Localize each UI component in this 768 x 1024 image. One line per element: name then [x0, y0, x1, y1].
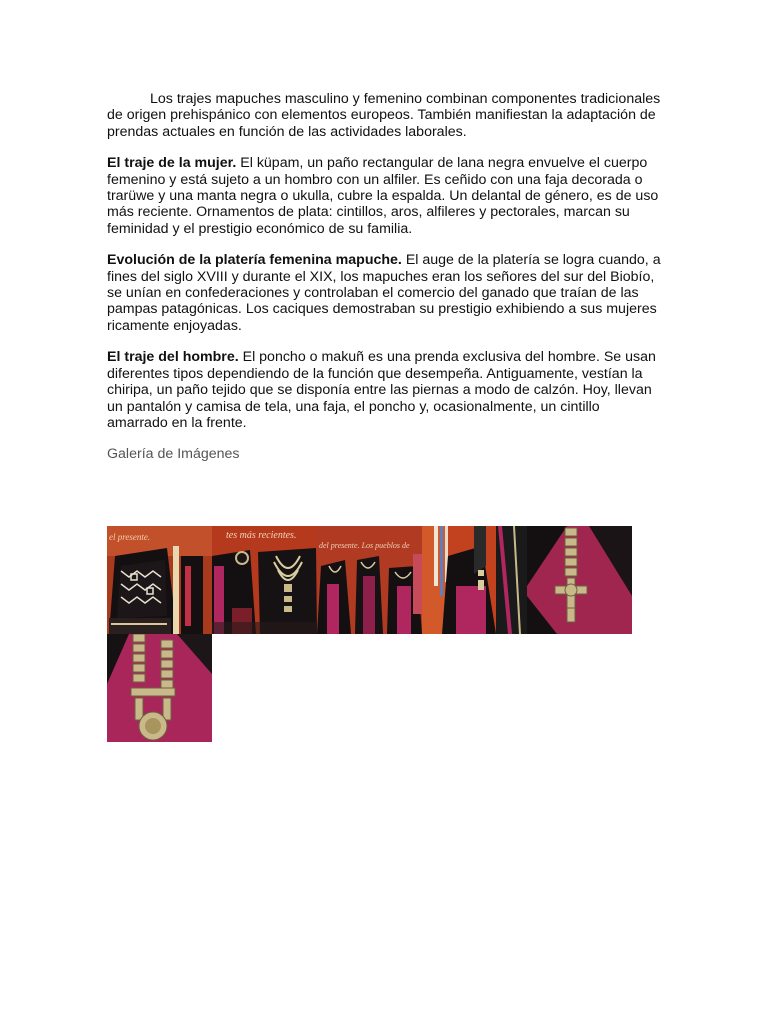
- woman-costume-paragraph: [107, 155, 663, 237]
- silver-pendant-image: [107, 634, 212, 742]
- gallery-thumb-display[interactable]: [317, 526, 422, 634]
- gallery-thumb-silver-pendant[interactable]: [107, 634, 212, 742]
- gallery-title: Galería de Imágenes: [107, 446, 240, 463]
- man-costume-heading: El traje del hombre.: [107, 349, 239, 366]
- gallery-thumb-silver-cross[interactable]: [527, 526, 632, 634]
- woman-costume-text: El küpam, un paño rectangular de lana negra envuelve el cuerpo femenino y está sujeto a un hombro con un alfiler. Es ceñido con una faja decorada o trarüwe y una manta negra o ukulla, cubre la espalda. Un delantal de género, es de uso más reciente. Ornamentos de plata: cintillos, aros, alfileres y pectorales, marcan su feminidad y el prestigio económico de su familia.: [107, 155, 659, 237]
- intro-paragraph: [107, 91, 663, 140]
- silver-cross-image: [527, 526, 632, 634]
- man-costume-text: El poncho o makuñ es una prenda exclusiva del hombre. Se usan diferentes tipos dependiendo de la función que desempeña. Antiguamente, vestían la chiripa, un paño tejido que se disponía entre las piernas a modo de calzón. Hoy, llevan un pantalón y camisa de tela, una faja, el poncho y, ocasionalmente, un cintillo amarrado en la frente.: [107, 349, 656, 431]
- silverwork-text: El auge de la platería se logra cuando, a fines del siglo XVIII y durante el XIX, los mapuches eran los señores del sur del Biobío, se unían en confederaciones y controlaban el comercio del ganado que traían de las pampas patagónicas. Los caciques demostraban su prestigio exhibiendo a sus mujeres ricamente enjoyadas.: [107, 252, 661, 334]
- ribbons-image: [422, 526, 527, 634]
- document-body: [107, 91, 663, 463]
- silverwork-paragraph: [107, 252, 663, 334]
- intro-text: Los trajes mapuches masculino y femenino combinan componentes tradicionales de origen prehispánico con elementos europeos. También manifiestan la adaptación de prendas actuales en función de las actividades laborales.: [107, 91, 661, 140]
- woman-costume-image: [212, 526, 317, 634]
- wall-text-1: el presente.: [109, 532, 151, 542]
- gallery-thumb-poncho[interactable]: [107, 526, 212, 634]
- wall-text-2: tes más recientes.: [226, 530, 297, 541]
- gallery-thumb-woman-costume[interactable]: [212, 526, 317, 634]
- wall-text-3: del presente. Los pueblos de: [319, 541, 410, 550]
- man-costume-paragraph: [107, 349, 663, 431]
- poncho-image: [107, 526, 212, 634]
- image-gallery: [107, 526, 632, 742]
- display-image: [317, 526, 422, 634]
- gallery-thumb-ribbons[interactable]: [422, 526, 527, 634]
- woman-costume-heading: El traje de la mujer.: [107, 155, 237, 172]
- silverwork-heading: Evolución de la platería femenina mapuche.: [107, 252, 402, 269]
